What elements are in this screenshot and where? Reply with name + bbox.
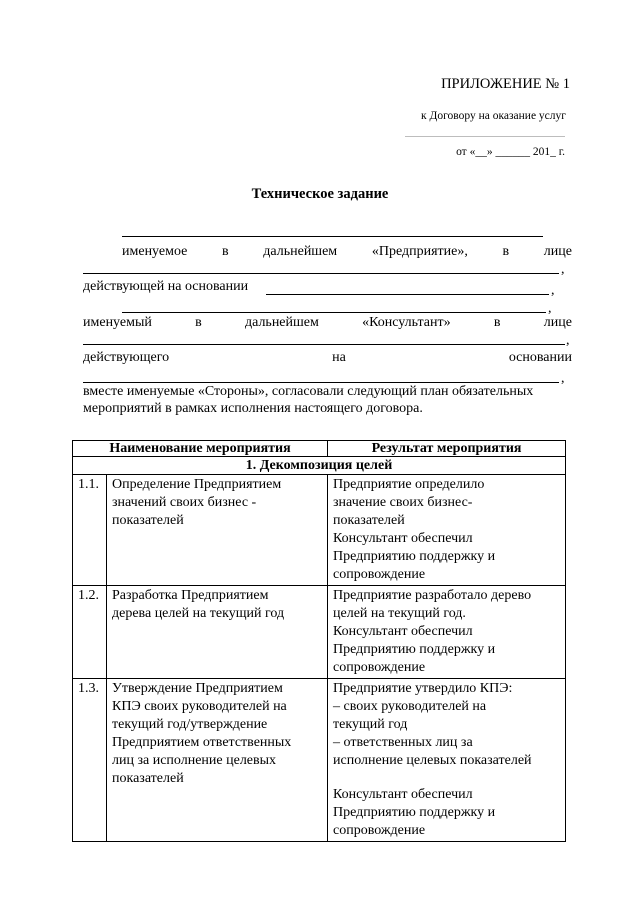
- section-title: 1. Декомпозиция целей: [73, 457, 566, 475]
- row-number: 1.1.: [73, 475, 107, 586]
- table-row: [73, 475, 566, 586]
- preamble-line-consultant: [83, 315, 572, 331]
- blank-line: [83, 382, 559, 383]
- cell-text: Предприятие разработало дерево: [333, 588, 532, 603]
- cell-text: Предприятию поддержку и: [333, 805, 496, 820]
- cell-text: сопровождение: [333, 567, 426, 582]
- word: основании: [508, 350, 572, 365]
- word: на: [332, 350, 346, 365]
- comma: ,: [566, 333, 570, 348]
- row-number: 1.2.: [73, 586, 107, 679]
- cell-text: Консультант обеспечил: [333, 531, 473, 546]
- word: дальнейшем: [263, 244, 338, 259]
- event-cell: [107, 475, 328, 586]
- cell-text: сопровождение: [333, 823, 426, 838]
- cell-text: Предприятие определило: [333, 477, 485, 492]
- blank-line: [122, 312, 546, 313]
- cell-text: целей на текущий год.: [333, 606, 466, 621]
- word: в: [493, 315, 501, 330]
- cell-text: Разработка Предприятием: [112, 588, 269, 603]
- blank-line: [122, 236, 543, 237]
- preamble-line-basis: действующей на основании: [83, 279, 249, 294]
- preamble-line-enterprise: [122, 244, 572, 260]
- cell-text: текущий год/утверждение: [112, 717, 268, 732]
- comma: ,: [548, 301, 552, 316]
- cell-text: показателей: [333, 513, 405, 528]
- comma: ,: [551, 283, 555, 298]
- appendix-title: ПРИЛОЖЕНИЕ № 1: [441, 76, 570, 92]
- cell-text: Предприятие утвердило КПЭ:: [333, 681, 513, 696]
- table-section-row: [73, 457, 566, 475]
- preamble-agreement-line2: мероприятий в рамках исполнения настоящего договора.: [83, 401, 423, 416]
- cell-text: исполнение целевых показателей: [333, 753, 532, 768]
- result-cell: [328, 679, 566, 842]
- row-number: 1.3.: [73, 679, 107, 842]
- result-cell: [328, 586, 566, 679]
- table-header-row: [73, 441, 566, 457]
- column-header-result: Результат мероприятия: [328, 441, 566, 457]
- word: действующего: [83, 350, 170, 365]
- cell-text: значений своих бизнес -: [112, 495, 257, 510]
- spacer: [333, 770, 560, 786]
- word: в: [195, 315, 202, 330]
- events-table: [72, 440, 566, 842]
- word: лице: [543, 244, 572, 259]
- cell-text: Предприятию поддержку и: [333, 549, 496, 564]
- cell-text: Определение Предприятием: [112, 477, 282, 492]
- cell-text: сопровождение: [333, 660, 426, 675]
- cell-text: – своих руководителей на: [333, 699, 487, 714]
- cell-text: Предприятием ответственных: [112, 735, 292, 750]
- cell-text: лиц за исполнение целевых: [112, 753, 277, 768]
- comma: ,: [561, 371, 565, 386]
- table-row: [73, 586, 566, 679]
- word: «Предприятие»,: [371, 244, 468, 259]
- contract-reference: к Договору на оказание услуг: [421, 110, 566, 122]
- contract-date: от «__» ______ 201_ г.: [456, 146, 565, 158]
- comma: ,: [561, 262, 565, 277]
- event-cell: [107, 586, 328, 679]
- cell-text: текущий год: [333, 717, 408, 732]
- word: именуемый: [83, 315, 152, 330]
- cell-text: Предприятию поддержку и: [333, 642, 496, 657]
- word: дальнейшем: [244, 315, 319, 330]
- cell-text: – ответственных лиц за: [333, 735, 473, 750]
- cell-text: Консультант обеспечил: [333, 624, 473, 639]
- cell-text: Утверждение Предприятием: [112, 681, 283, 696]
- header-divider: [405, 136, 565, 137]
- preamble-agreement-line1: вместе именуемые «Стороны», согласовали следующий план обязательных: [83, 384, 534, 399]
- blank-line: [83, 344, 565, 345]
- table-row: [73, 679, 566, 842]
- word: «Консультант»: [362, 315, 451, 330]
- result-cell: [328, 475, 566, 586]
- cell-text: КПЭ своих руководителей на: [112, 699, 287, 714]
- blank-line: [266, 294, 549, 295]
- cell-text: значение своих бизнес-: [333, 495, 473, 510]
- word: в: [502, 244, 510, 259]
- blank-line: [83, 273, 559, 274]
- event-cell: [107, 679, 328, 842]
- cell-text: показателей: [112, 771, 184, 786]
- word: в: [222, 244, 229, 259]
- cell-text: дерева целей на текущий год: [112, 606, 285, 621]
- word: лице: [543, 315, 572, 330]
- cell-text: Консультант обеспечил: [333, 787, 473, 802]
- column-header-event: Наименование мероприятия: [73, 441, 328, 457]
- preamble-line-consultant-basis: [83, 350, 572, 366]
- cell-text: показателей: [112, 513, 184, 528]
- document-title: Техническое задание: [251, 186, 389, 202]
- word: именуемое: [122, 244, 188, 259]
